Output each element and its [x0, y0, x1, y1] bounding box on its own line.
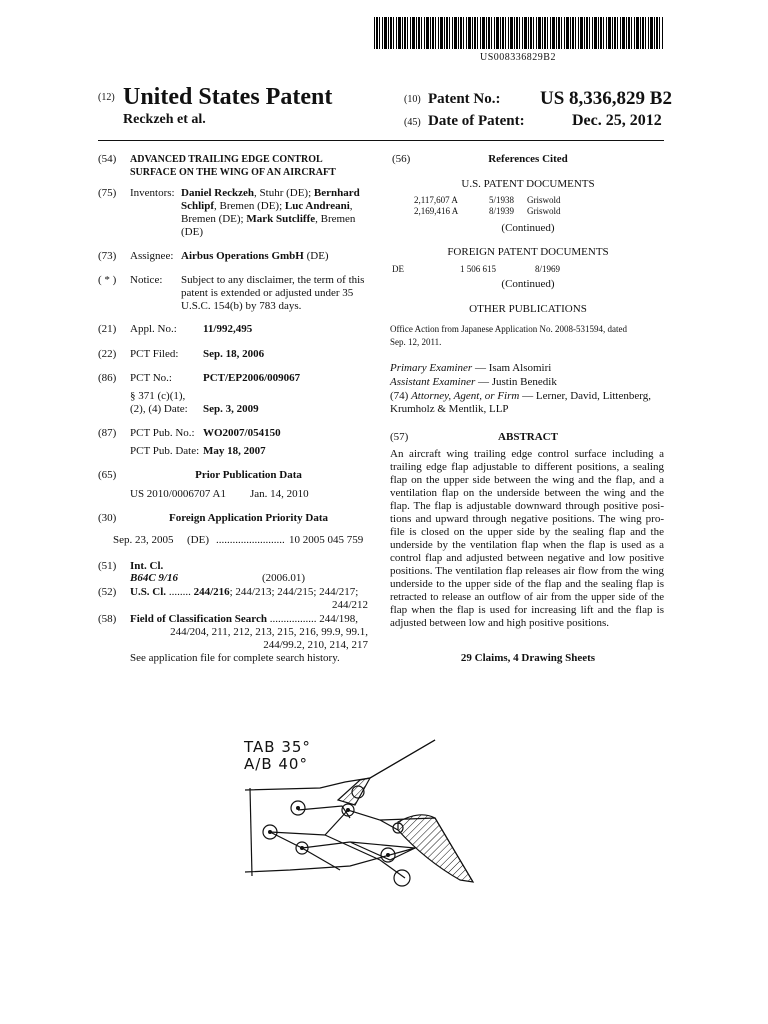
assignee-label: Assignee:: [130, 250, 174, 262]
us-cl-line-1: U.S. Cl. ........ 244/216; 244/213; 244/215; 244/217;: [130, 586, 359, 598]
prior-pub-title: Prior Publication Data: [195, 469, 302, 481]
inventors-line-4: (DE): [181, 226, 203, 238]
abstract-line: adjusted between low and high positive positions.: [390, 617, 610, 629]
code-22: (22): [98, 348, 117, 360]
code-57: (57): [390, 431, 409, 443]
references-cited-title: References Cited: [488, 153, 568, 165]
code-58: (58): [98, 613, 117, 625]
foreign-documents-title: FOREIGN PATENT DOCUMENTS: [447, 246, 609, 258]
prior-pub-no: US 2010/0006707 A1: [130, 488, 226, 500]
code-75: (75): [98, 187, 117, 199]
inventors-line-2: Schlipf, Bremen (DE); Luc Andreani,: [181, 200, 353, 212]
attorney-line-2: Krumholz & Mentlik, LLP: [390, 403, 509, 415]
us-doc-2-name: Griswold: [527, 206, 561, 216]
us-docs-continued: (Continued): [501, 222, 555, 234]
claims-sheets: 29 Claims, 4 Drawing Sheets: [460, 652, 596, 664]
field-search-line-3: 244/99.2, 210, 214, 217: [263, 639, 368, 651]
abstract-line: control flap and adjusted between negative and low positive: [390, 552, 664, 564]
foreign-doc-no: 1 506 615: [460, 264, 496, 274]
code-51: (51): [98, 560, 117, 572]
s371-line-2: (2), (4) Date:: [130, 403, 188, 415]
inventors-line-1: Daniel Reckzeh, Stuhr (DE); Bernhard: [181, 187, 360, 199]
abstract-line: flap. The flap is adjustable downward through positive posi-: [390, 500, 664, 512]
s371-line-1: § 371 (c)(1),: [130, 390, 186, 402]
priority-date: Sep. 23, 2005: [113, 534, 174, 546]
abstract-line: underside to the upper side of the flap and the sealing flap is: [390, 578, 664, 590]
wing-upper-surface: [245, 740, 435, 790]
title-line-1: ADVANCED TRAILING EDGE CONTROL: [130, 154, 323, 165]
notice-label: Notice:: [130, 274, 163, 286]
barcode: [374, 17, 664, 49]
abstract-line: flap when the flap is used for increasing lift and the flap is: [390, 604, 664, 616]
foreign-docs-continued: (Continued): [501, 278, 555, 290]
linkage: [270, 810, 398, 835]
code-notice: ( * ): [98, 274, 117, 286]
abstract-line: An aircraft wing trailing edge control surface including a: [390, 448, 664, 460]
pct-filed-label: PCT Filed:: [130, 348, 179, 360]
code-65: (65): [98, 469, 117, 481]
patent-no-label: Patent No.:: [428, 91, 501, 107]
notice-line-3: U.S.C. 154(b) by 783 days.: [181, 300, 302, 312]
code-21: (21): [98, 323, 117, 335]
authors: Reckzeh et al.: [123, 112, 206, 127]
date-label: Date of Patent:: [428, 113, 525, 129]
us-doc-2-no: 2,169,416 A: [414, 206, 459, 216]
inventors-label: Inventors:: [130, 187, 175, 199]
other-pub-line-2: Sep. 12, 2011.: [390, 337, 442, 347]
rear-spar: [250, 788, 252, 876]
title-line-2: SURFACE ON THE WING OF AN AIRCRAFT: [130, 167, 336, 178]
abstract-line: flap on the upper side between the wing and the flap, and a: [390, 474, 664, 486]
abstract-body: [390, 448, 664, 630]
int-cl-code: B64C 9/16: [130, 572, 178, 584]
abstract-line: ventilation flap on the underside between the wing and the: [390, 487, 664, 499]
pct-pub-no-label: PCT Pub. No.:: [130, 427, 195, 439]
abstract-line: positions. The ventilation flap releases air flow from the wing: [390, 565, 664, 577]
appl-no-value: 11/992,495: [203, 323, 253, 335]
drawing-label-tab: TAB 35°: [244, 738, 311, 756]
pivot-circle: [394, 870, 410, 886]
us-doc-1-date: 5/1938: [489, 195, 515, 205]
priority-dots: .........................: [216, 534, 285, 546]
code-73: (73): [98, 250, 117, 262]
int-cl-label: Int. Cl.: [130, 560, 164, 572]
patent-type-title: United States Patent: [123, 84, 333, 110]
abstract-line: retracted to release an outflow of air from the upper side of the: [390, 592, 664, 603]
us-doc-1-name: Griswold: [527, 195, 561, 205]
pct-no-value: PCT/EP2006/009067: [203, 372, 301, 384]
notice-line-1: Subject to any disclaimer, the term of this: [181, 274, 365, 286]
code-86: (86): [98, 372, 117, 384]
abstract-line: underside by the ventilation flap when the flap is used as a: [390, 539, 664, 551]
priority-country: (DE): [187, 534, 209, 546]
abstract-line: tions and upward through negative positions. The wing pro-: [390, 513, 664, 525]
code-56: (56): [392, 153, 411, 165]
pct-filed-value: Sep. 18, 2006: [203, 348, 265, 360]
code-12: (12): [98, 92, 115, 103]
drawing-label-ab: A/B 40°: [244, 755, 308, 773]
int-cl-year: (2006.01): [262, 572, 306, 584]
code-30: (30): [98, 512, 117, 524]
code-54: (54): [98, 153, 117, 165]
attorney-line-1: (74) Attorney, Agent, or Firm — Lerner, David, Littenberg,: [390, 390, 651, 402]
us-documents-title: U.S. PATENT DOCUMENTS: [461, 178, 595, 190]
patent-date: Dec. 25, 2012: [572, 112, 662, 129]
abstract-line: file is closed on the upper side by the sealing flap and the: [390, 526, 664, 538]
assignee-value: Airbus Operations GmbH (DE): [181, 250, 329, 262]
us-doc-2-date: 8/1939: [489, 206, 515, 216]
code-52: (52): [98, 586, 117, 598]
other-publications-title: OTHER PUBLICATIONS: [469, 303, 587, 315]
code-45: (45): [404, 117, 421, 128]
prior-pub-date: Jan. 14, 2010: [250, 488, 309, 500]
other-pub-line-1: Office Action from Japanese Application No. 2008-531594, dated: [390, 324, 628, 334]
notice-line-2: patent is extended or adjusted under 35: [181, 287, 354, 299]
field-search-line-1: Field of Classification Search ................. 244/198,: [130, 613, 359, 625]
priority-number: 10 2005 045 759: [289, 534, 364, 546]
pct-pub-date-value: May 18, 2007: [203, 445, 266, 457]
abstract-title: ABSTRACT: [498, 431, 558, 443]
s371-date: Sep. 3, 2009: [203, 403, 259, 415]
header-rule: [98, 140, 664, 141]
field-search-line-2: 244/204, 211, 212, 213, 215, 216, 99.9, 99.1,: [170, 626, 368, 638]
inventors-line-3: Bremen (DE); Mark Sutcliffe, Bremen: [181, 213, 356, 225]
pct-no-label: PCT No.:: [130, 372, 172, 384]
pct-pub-date-label: PCT Pub. Date:: [130, 445, 200, 457]
foreign-priority-title: Foreign Application Priority Data: [169, 512, 328, 524]
code-10: (10): [404, 94, 421, 105]
abstract-line: trailing edge flap adjustable to different positions, a sealing: [390, 461, 664, 473]
code-87: (87): [98, 427, 117, 439]
field-search-line-4: See application file for complete search history.: [130, 652, 340, 664]
us-doc-1-no: 2,117,607 A: [414, 195, 458, 205]
foreign-doc-date: 8/1969: [535, 264, 561, 274]
pct-pub-no-value: WO2007/054150: [203, 427, 281, 439]
us-cl-line-2: 244/212: [331, 599, 368, 611]
primary-examiner: Primary Examiner — Isam Alsomiri: [390, 362, 552, 374]
flap-drawing: [230, 730, 680, 910]
foreign-doc-country: DE: [392, 264, 404, 274]
appl-no-label: Appl. No.:: [130, 323, 177, 335]
trailing-edge-flap: [398, 815, 473, 882]
patent-number: US 8,336,829 B2: [540, 88, 672, 109]
assistant-examiner: Assistant Examiner — Justin Benedik: [390, 376, 557, 388]
barcode-number: US008336829B2: [480, 52, 556, 63]
